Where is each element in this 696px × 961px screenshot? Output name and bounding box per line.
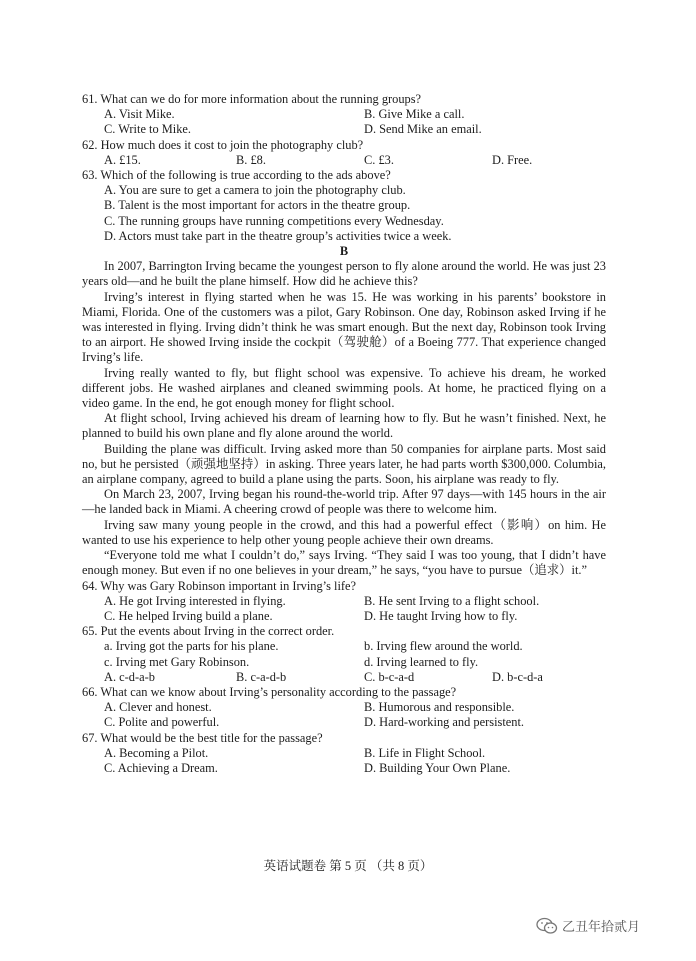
option-a: A. You are sure to get a camera to join the photography club. bbox=[104, 183, 406, 198]
passage-paragraph: Irving saw many young people in the crowd, and this had a powerful effect（影响）on him. He wanted to use his experience to help other young people achieve their own dreams. bbox=[82, 517, 606, 547]
option-d: D. He taught Irving how to fly. bbox=[364, 608, 518, 623]
question-61-stem: 61. What can we do for more information about the running groups? bbox=[82, 92, 422, 106]
event-d: d. Irving learned to fly. bbox=[364, 654, 479, 669]
option-b: B. Talent is the most important for actors in the theatre group. bbox=[104, 198, 411, 213]
option-c: C. The running groups have running competitions every Wednesday. bbox=[104, 213, 444, 228]
exam-page bbox=[82, 92, 606, 776]
passage-paragraph: Irving really wanted to fly, but flight school was expensive. To achieve his dream, he worked different jobs. He washed airplanes and cleaned swimming pools. At home, he practiced flying on a video game. In the end, he got enough money for flight school. bbox=[82, 365, 606, 411]
option-a: A. Clever and honest. bbox=[104, 700, 212, 715]
wechat-icon bbox=[536, 917, 558, 935]
passage-paragraph: At flight school, Irving achieved his dream of learning how to fly. But he wasn’t finished. Next, he planned to build his own plane and fly alone around the world. bbox=[82, 411, 606, 441]
option-a: A. Becoming a Pilot. bbox=[104, 745, 209, 760]
passage-paragraph: Irving’s interest in flying started when he was 15. He was working in his parents’ bookstore in Miami, Florida. One of the customers was a pilot, Gary Robinson. One day, Robinson asked Irving if he was interested in flying. Irving didn’t think he was smart enough. But the next day, Robinson took Irving to an airport. He showed Irving inside the cockpit（驾驶舱）of a Boeing 777. That experience changed Irving’s life. bbox=[82, 289, 606, 365]
option-d: D. Free. bbox=[492, 152, 533, 167]
question-66-stem: 66. What can we know about Irving’s personality according to the passage? bbox=[82, 684, 457, 699]
option-c: C. b-c-a-d bbox=[364, 669, 415, 684]
option-d: D. b-c-d-a bbox=[492, 669, 543, 684]
question-65-stem: 65. Put the events about Irving in the correct order. bbox=[82, 624, 335, 639]
option-b: B. Life in Flight School. bbox=[364, 745, 486, 760]
option-b: B. Humorous and responsible. bbox=[364, 700, 515, 715]
page-footer: 英语试题卷 第 5 页 （共 8 页） bbox=[263, 859, 433, 873]
option-c: C. Achieving a Dream. bbox=[104, 760, 218, 775]
option-d: D. Hard-working and persistent. bbox=[364, 715, 525, 730]
passage-paragraph: In 2007, Barrington Irving became the youngest person to fly alone around the world. He was just 23 years old—and he built the plane himself. How did he achieve this? bbox=[82, 259, 606, 289]
section-label: B bbox=[339, 244, 349, 259]
event-b: b. Irving flew around the world. bbox=[364, 639, 523, 654]
option-b: B. He sent Irving to a flight school. bbox=[364, 593, 540, 608]
question-62-stem: 62. How much does it cost to join the photography club? bbox=[82, 137, 364, 152]
question-65-options bbox=[82, 670, 606, 685]
option-a: A. He got Irving interested in flying. bbox=[104, 593, 286, 608]
question-67-stem: 67. What would be the best title for the passage? bbox=[82, 730, 323, 745]
event-a: a. Irving got the parts for his plane. bbox=[104, 639, 279, 654]
option-c: C. Write to Mike. bbox=[104, 122, 192, 137]
passage-paragraph: “Everyone told me what I couldn’t do,” says Irving. “They said I was too young, that I didn’t have enough money. But even if no one believes in your dream,” he says, “you have to pursue（追求）it.” bbox=[82, 548, 606, 578]
question-64-options bbox=[82, 594, 606, 624]
event-c: c. Irving met Gary Robinson. bbox=[104, 654, 250, 669]
option-d: D. Send Mike an email. bbox=[364, 122, 482, 137]
option-a: A. c-d-a-b bbox=[104, 669, 155, 684]
question-61-options bbox=[82, 107, 606, 137]
question-67-options bbox=[82, 746, 606, 776]
passage-paragraph: On March 23, 2007, Irving began his round-the-world trip. After 97 days—with 145 hours in the air—he landed back in Miami. A cheering crowd of people was there to welcome him. bbox=[82, 487, 606, 517]
option-c: C. Polite and powerful. bbox=[104, 715, 220, 730]
option-c: C. He helped Irving build a plane. bbox=[104, 608, 273, 623]
watermark bbox=[536, 916, 640, 935]
question-63-stem: 63. Which of the following is true according to the ads above? bbox=[82, 168, 391, 183]
watermark-text: 乙丑年拾贰月 bbox=[562, 920, 641, 935]
option-d: D. Building Your Own Plane. bbox=[364, 760, 511, 775]
passage-paragraph: Building the plane was difficult. Irving asked more than 50 companies for airplane parts. Most said no, but he persisted（顽强地坚持）in asking. Three years later, he had parts worth $300,000. Columbia, an airplane company, agreed to build a plane using the parts. Soon, his airplane was ready to fly. bbox=[82, 441, 606, 487]
question-62-options bbox=[82, 153, 606, 168]
question-65-events bbox=[82, 639, 606, 669]
question-64-stem: 64. Why was Gary Robinson important in Irving’s life? bbox=[82, 578, 357, 593]
option-a: A. £15. bbox=[104, 152, 141, 167]
question-66-options bbox=[82, 700, 606, 730]
option-b: B. Give Mike a call. bbox=[364, 107, 465, 122]
option-a: A. Visit Mike. bbox=[104, 107, 175, 122]
option-c: C. £3. bbox=[364, 152, 394, 167]
option-d: D. Actors must take part in the theatre group’s activities twice a week. bbox=[104, 228, 452, 243]
option-b: B. c-a-d-b bbox=[236, 669, 287, 684]
option-b: B. £8. bbox=[236, 152, 266, 167]
